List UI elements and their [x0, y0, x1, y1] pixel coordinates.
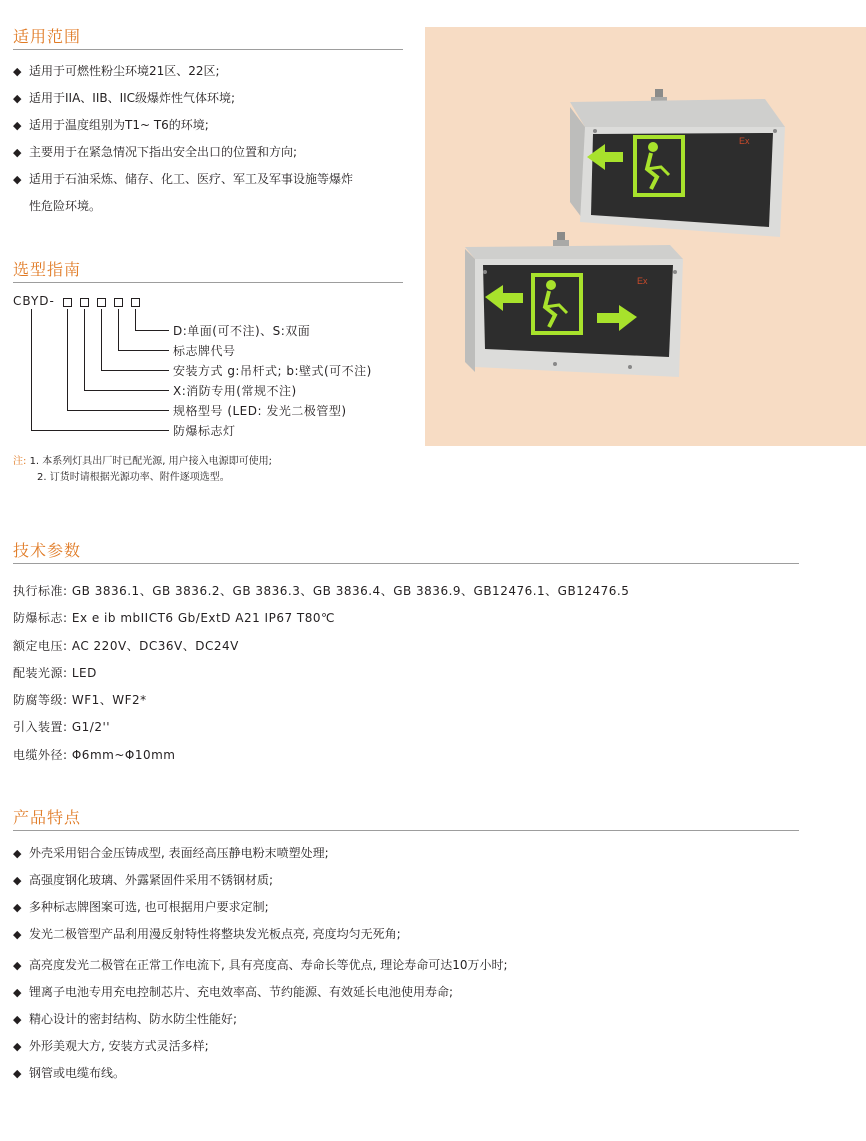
feature-item: ◆ 多种标志牌图案可选, 也可根据用户要求定制;: [13, 894, 508, 921]
feature-item: ◆ 外壳采用铝合金压铸成型, 表面经高压静电粉末喷塑处理;: [13, 840, 508, 867]
diamond-bullet-icon: ◆: [13, 119, 22, 132]
code-label: 标志牌代号: [173, 344, 236, 358]
code-box: [80, 298, 89, 307]
model-code-prefix: CBYD-: [13, 294, 55, 308]
feature-item: ◆ 高亮度发光二极管在正常工作电流下, 具有亮度高、寿命长等优点, 理论寿命可达10万小时;: [13, 952, 508, 979]
feature-item: ◆ 外形美观大方, 安装方式灵活多样;: [13, 1033, 508, 1060]
tech-param: 防腐等级: WF1、WF2*: [13, 693, 147, 708]
tech-param: 防爆标志: Ex e ib mbIICT6 Gb/ExtD A21 IP67 T80℃: [13, 611, 335, 626]
feature-item: ◆ 发光二极管型产品利用漫反射特性将整块发光板点亮, 亮度均匀无死角;: [13, 921, 508, 948]
section-title-scope: 适用范围: [13, 24, 403, 50]
feature-item: ◆ 钢管或电缆布线。: [13, 1060, 508, 1087]
section-title-features: 产品特点: [13, 805, 799, 831]
diamond-bullet-icon: ◆: [13, 1013, 22, 1026]
exit-sign-lamps-image: [425, 27, 866, 446]
note-line: 2. 订货时请根据光源功率、附件逐项选型。: [37, 472, 230, 483]
diamond-bullet-icon: ◆: [13, 65, 22, 78]
notes-label: 注:: [13, 456, 27, 467]
code-label: X:消防专用(常规不注): [173, 384, 297, 398]
note-line: 1. 本系列灯具出厂时已配光源, 用户接入电源即可使用;: [29, 456, 273, 467]
tech-param: 额定电压: AC 220V、DC36V、DC24V: [13, 638, 239, 653]
feature-item: ◆ 高强度钢化玻璃、外露紧固件采用不锈钢材质;: [13, 867, 508, 894]
svg-text:Ex: Ex: [637, 276, 648, 286]
tech-params-list: [13, 578, 629, 769]
code-box: [131, 298, 140, 307]
scope-list: [13, 58, 353, 219]
tech-param: 电缆外径: Φ6mm~Φ10mm: [13, 747, 176, 762]
model-code-diagram: [13, 294, 413, 444]
features-list: [13, 840, 508, 1087]
code-box: [114, 298, 123, 307]
code-label: D:单面(可不注)、S:双面: [173, 324, 311, 338]
scope-item: ◆ 适用于温度组别为T1~ T6的环境;: [13, 112, 353, 139]
code-label: 防爆标志灯: [173, 424, 236, 438]
scope-item: ◆ 适用于石油采炼、储存、化工、医疗、军工及军事设施等爆炸: [13, 166, 353, 193]
diamond-bullet-icon: ◆: [13, 874, 22, 887]
svg-text:Ex: Ex: [739, 136, 750, 146]
diamond-bullet-icon: ◆: [13, 901, 22, 914]
diamond-bullet-icon: ◆: [13, 928, 22, 941]
diamond-bullet-icon: ◆: [13, 986, 22, 999]
scope-item: ◆ 适用于可燃性粉尘环境21区、22区;: [13, 58, 353, 85]
diamond-bullet-icon: ◆: [13, 1040, 22, 1053]
diamond-bullet-icon: ◆: [13, 173, 22, 186]
section-title-tech: 技术参数: [13, 538, 799, 564]
feature-item: ◆ 锂离子电池专用充电控制芯片、充电效率高、节约能源、有效延长电池使用寿命;: [13, 979, 508, 1006]
section-title-selection: 选型指南: [13, 257, 403, 283]
diamond-bullet-icon: ◆: [13, 959, 22, 972]
feature-item: ◆ 精心设计的密封结构、防水防尘性能好;: [13, 1006, 508, 1033]
diamond-bullet-icon: ◆: [13, 146, 22, 159]
product-photo: [425, 27, 866, 446]
diamond-bullet-icon: ◆: [13, 92, 22, 105]
notes: [13, 454, 272, 486]
code-label: 安装方式 g:吊杆式; b:壁式(可不注): [173, 364, 372, 378]
code-box: [63, 298, 72, 307]
scope-item: ◆ 主要用于在紧急情况下指出安全出口的位置和方向;: [13, 139, 353, 166]
code-box: [97, 298, 106, 307]
diamond-bullet-icon: ◆: [13, 847, 22, 860]
tech-param: 引入装置: G1/2'': [13, 720, 111, 735]
tech-param: 执行标准: GB 3836.1、GB 3836.2、GB 3836.3、GB 3836.4、GB 3836.9、GB12476.1、GB12476.5: [13, 584, 630, 598]
scope-item-continuation: 性危险环境。: [29, 199, 102, 213]
exit-sign-lamp-left-arrow: [570, 89, 785, 237]
tech-param: 配装光源: LED: [13, 665, 97, 680]
code-label: 规格型号 (LED: 发光二极管型): [173, 404, 347, 418]
scope-item: ◆ 适用于IIA、IIB、IIC级爆炸性气体环境;: [13, 85, 353, 112]
diamond-bullet-icon: ◆: [13, 1067, 22, 1080]
exit-sign-lamp-double-arrow: [465, 232, 683, 377]
